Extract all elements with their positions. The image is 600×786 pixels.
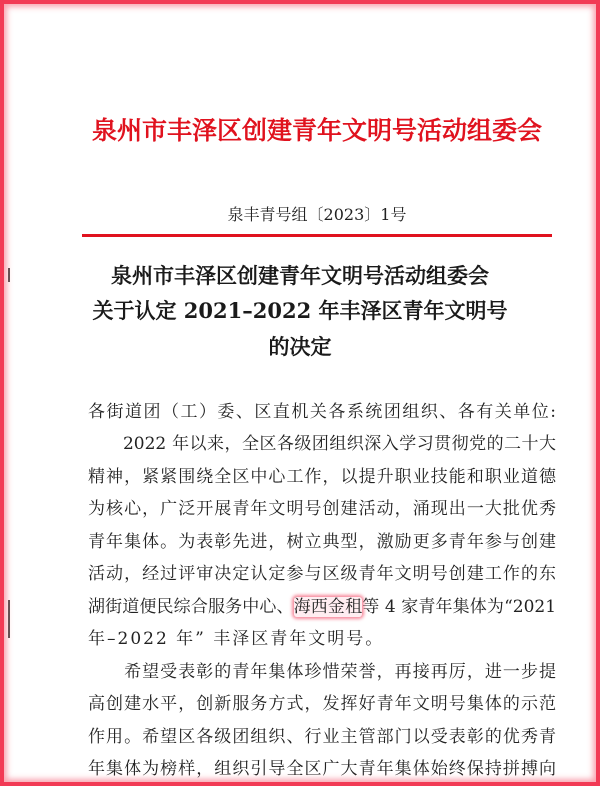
body-line [88,595,556,619]
title-line-2: 关于认定 2021–2022 年丰泽区青年文明号 [92,298,508,323]
body-line: 高创建水平，创新服务方式，发挥好青年文明号集体的示范 [88,694,556,714]
body-line: 年–2022 年” 丰泽区青年文明号。 [88,629,385,649]
title-line-1: 泉州市丰泽区创建青年文明号活动组委会 [111,263,489,288]
scan-mark [8,268,10,282]
body-line: 作用。希望区各级团组织、行业主管部门以受表彰的优秀青 [88,727,556,747]
title-line-3: 的决定 [268,334,332,359]
body-line: 活动，经过评审决定认定参与区级青年文明号创建工作的东 [88,564,556,584]
body-line: 为核心，广泛开展青年文明号创建活动，涌现出一大批优秀 [88,499,556,519]
body-line: 年集体为榜样，组织引导全区广大青年集体始终保持拼搏向 [88,759,556,779]
body-line: 2022 年以来，全区各级团组织深入学习贯彻党的二十大 [88,434,556,454]
document-number: 泉丰青号组〔2023〕1号 [227,205,407,224]
body-line: 精神，紧紧围绕全区中心工作，以提升职业技能和职业道德 [88,467,556,487]
body-text: 等 4 家青年集体为“2021 [362,597,557,617]
body-line: 希望受表彰的青年集体珍惜荣誉，再接再厉，进一步提 [88,662,556,682]
red-divider [82,234,552,237]
body-text: 湖街道便民综合服务中心、 [88,597,294,617]
scan-mark [8,600,10,638]
highlighted-company: 海西金租 [293,597,363,617]
body-line: 青年集体。为表彰先进，树立典型，激励更多青年参与创建 [88,532,556,552]
salutation: 各街道团（工）委、区直机关各系统团组织、各有关单位: [88,402,556,422]
issuing-org-header: 泉州市丰泽区创建青年文明号活动组委会 [91,118,542,145]
